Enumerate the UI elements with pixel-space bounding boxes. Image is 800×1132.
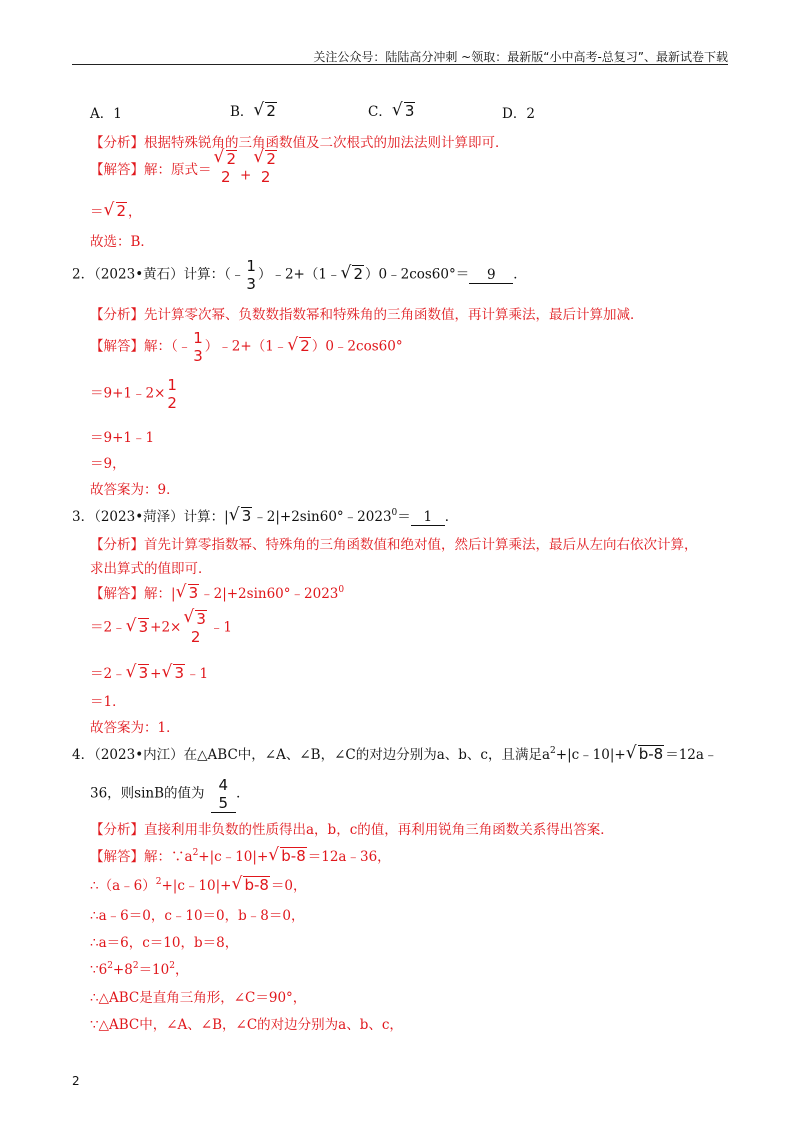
- q2-answer-note: 故答案为：9．: [90, 482, 180, 498]
- q4-solution-line5: $\because 6^2+8^2=10^2$，: [90, 961, 189, 978]
- option-a: A．1: [90, 106, 122, 122]
- q3-solution-line1: 【解答】解：|√ 3 $﹣2|+2\sin 60^\circ﹣2023^0$: [90, 582, 344, 602]
- q3-stem: 3．（2023•菏泽）计算：|√ 3 $﹣2|+2\sin 60^\circ﹣2023^0= 1$ ．: [72, 505, 458, 526]
- q4-solution-line1: 【解答】解：$\because a^2+|c﹣10|+√$ b-8 ＝12a﹣36，: [90, 845, 391, 865]
- q2-solution-line1: 【解答】解：（﹣ 1 3 ）﹣2+（1﹣√ 2 ）0﹣2cos60°: [90, 329, 403, 365]
- header-rule: [72, 64, 728, 65]
- page-number: 2: [72, 1074, 80, 1088]
- q3-analysis-line2: 求出算式的值即可．: [90, 561, 212, 577]
- q2-solution-line2: ＝9+1﹣2× 1 2: [90, 376, 177, 412]
- q1-solution-line2: ＝√ 2 ，: [90, 200, 142, 220]
- q4-stem-line2: 36，则sinB的值为 4 5 ．: [90, 776, 250, 812]
- q1-analysis: 【分析】根据特殊锐角的三角函数值及二次根式的加法法则计算即可．: [90, 135, 509, 151]
- q2-answer-blank: 9: [469, 267, 513, 284]
- q2-stem: 2．（2023•黄石）计算：（﹣ 1 3 ）﹣2+（1﹣√ 2 ）0﹣2cos60°＝ 9 ．: [72, 257, 527, 293]
- q1-solution-line1: 【解答】解：原式＝ √ 2 2 + √ 2 2: [90, 150, 280, 186]
- option-d: D．2: [502, 106, 535, 122]
- q3-solution-line2: ＝2﹣√ 3 +2× √ 3 2 ﹣1: [90, 610, 232, 646]
- q3-solution-line3: ＝2﹣√ 3 +√ 3 ﹣1: [90, 662, 208, 682]
- q2-solution-line3: ＝9+1﹣1: [90, 430, 155, 446]
- q4-solution-line7: ∵△ABC中，∠A、∠B，∠C的对边分别为a、b、c，: [90, 1017, 403, 1033]
- option-b: B．√ 2: [230, 100, 278, 120]
- q4-solution-line2: ∴（a﹣6）$^2$+|c﹣10|+√ b-8 ＝0，: [90, 874, 307, 894]
- q2-solution-line4: ＝9，: [90, 456, 126, 472]
- q4-solution-line6: ∴△ABC是直角三角形，∠C＝90°，: [90, 990, 307, 1006]
- option-c: C．√ 3: [368, 100, 416, 120]
- q1-choice: 故选：B．: [90, 234, 154, 250]
- q4-analysis: 【分析】直接利用非负数的性质得出a，b，c的值，再利用锐角三角函数关系得出答案．: [90, 822, 614, 838]
- q4-answer-blank: 4 5: [211, 776, 237, 813]
- page-header: 关注公众号：陆陆高分冲刺 ~领取：最新版“小中高考-总复习”、最新试卷下载: [313, 50, 728, 64]
- q3-solution-line4: ＝1．: [90, 694, 126, 710]
- q4-solution-line4: ∴a＝6，c＝10，b＝8，: [90, 935, 239, 951]
- q3-analysis-line1: 【分析】首先计算零指数幂、特殊角的三角函数值和绝对值，然后计算乘法，最后从左向右依次计算，: [90, 537, 698, 553]
- q2-analysis: 【分析】先计算零次幂、负数数指数幂和特殊角的三角函数值，再计算乘法，最后计算加减．: [90, 307, 644, 323]
- q3-answer-note: 故答案为：1．: [90, 720, 180, 736]
- q3-answer-blank: 1: [411, 509, 445, 526]
- q4-stem-line1: 4．（2023•内江）在△ABC中，∠A、∠B，∠C的对边分别为a、b、c，且满足$a^2+|c﹣10|+√$ b-8 ＝12a﹣: [72, 743, 717, 763]
- q4-solution-line3: ∴a﹣6＝0，c﹣10＝0，b﹣8＝0，: [90, 908, 305, 924]
